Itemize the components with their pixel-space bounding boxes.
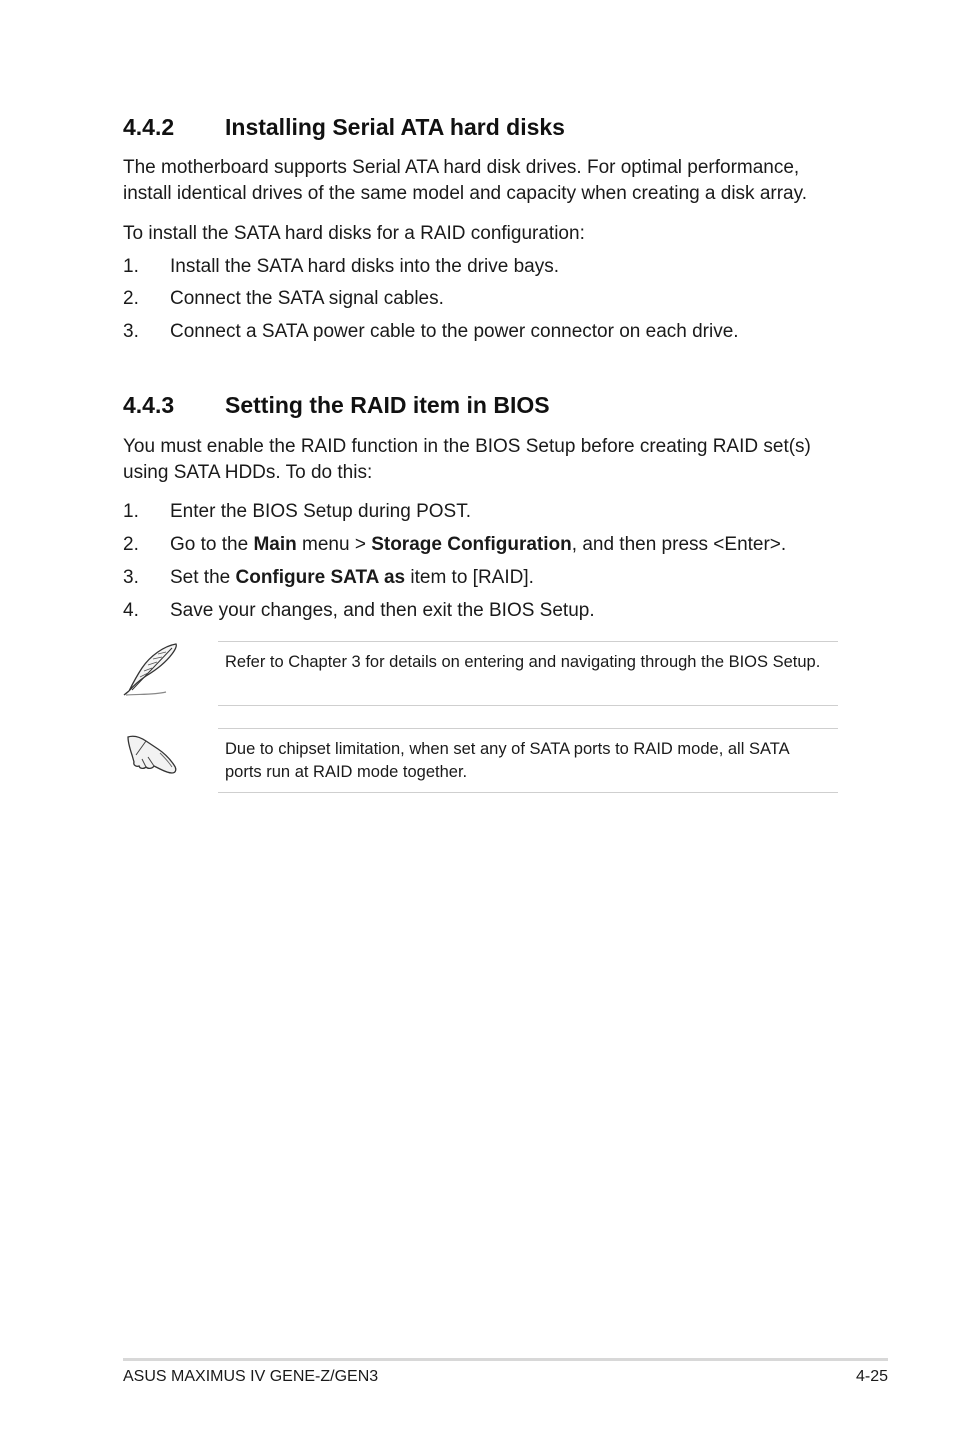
menu-item-name: Storage Configuration <box>371 534 572 555</box>
menu-name: Main <box>253 534 297 555</box>
footer-rule <box>123 1358 888 1361</box>
section-title: Installing Serial ATA hard disks <box>225 114 565 140</box>
footer-product-name: ASUS MAXIMUS IV GENE-Z/GEN3 <box>123 1368 379 1385</box>
section-title: Setting the RAID item in BIOS <box>225 392 550 418</box>
quill-note-icon <box>120 640 182 698</box>
pointing-hand-icon <box>124 731 182 777</box>
page-number: 4-25 <box>855 1368 888 1385</box>
note-text: Refer to Chapter 3 for details on entering and navigating through the BIOS Setup. <box>225 653 821 671</box>
note-box <box>218 728 838 793</box>
note-box <box>218 641 838 706</box>
bios-item-name: Configure SATA as <box>235 567 406 588</box>
section-number: 4.4.3 <box>123 392 175 418</box>
note-text: Due to chipset limitation, when set any of SATA ports to RAID mode, all SATA ports run at RAID mode together. <box>225 740 789 781</box>
section-lead-paragraph: To install the SATA hard disks for a RAID configuration: <box>123 223 585 244</box>
section-intro-paragraph: The motherboard supports Serial ATA hard disk drives. For optimal performance, install identical drives of the same model and capacity when creating a disk array. <box>123 157 807 204</box>
section-number: 4.4.2 <box>123 114 175 140</box>
section-intro-paragraph: You must enable the RAID function in the BIOS Setup before creating RAID set(s) using SATA HDDs. To do this: <box>123 436 811 483</box>
